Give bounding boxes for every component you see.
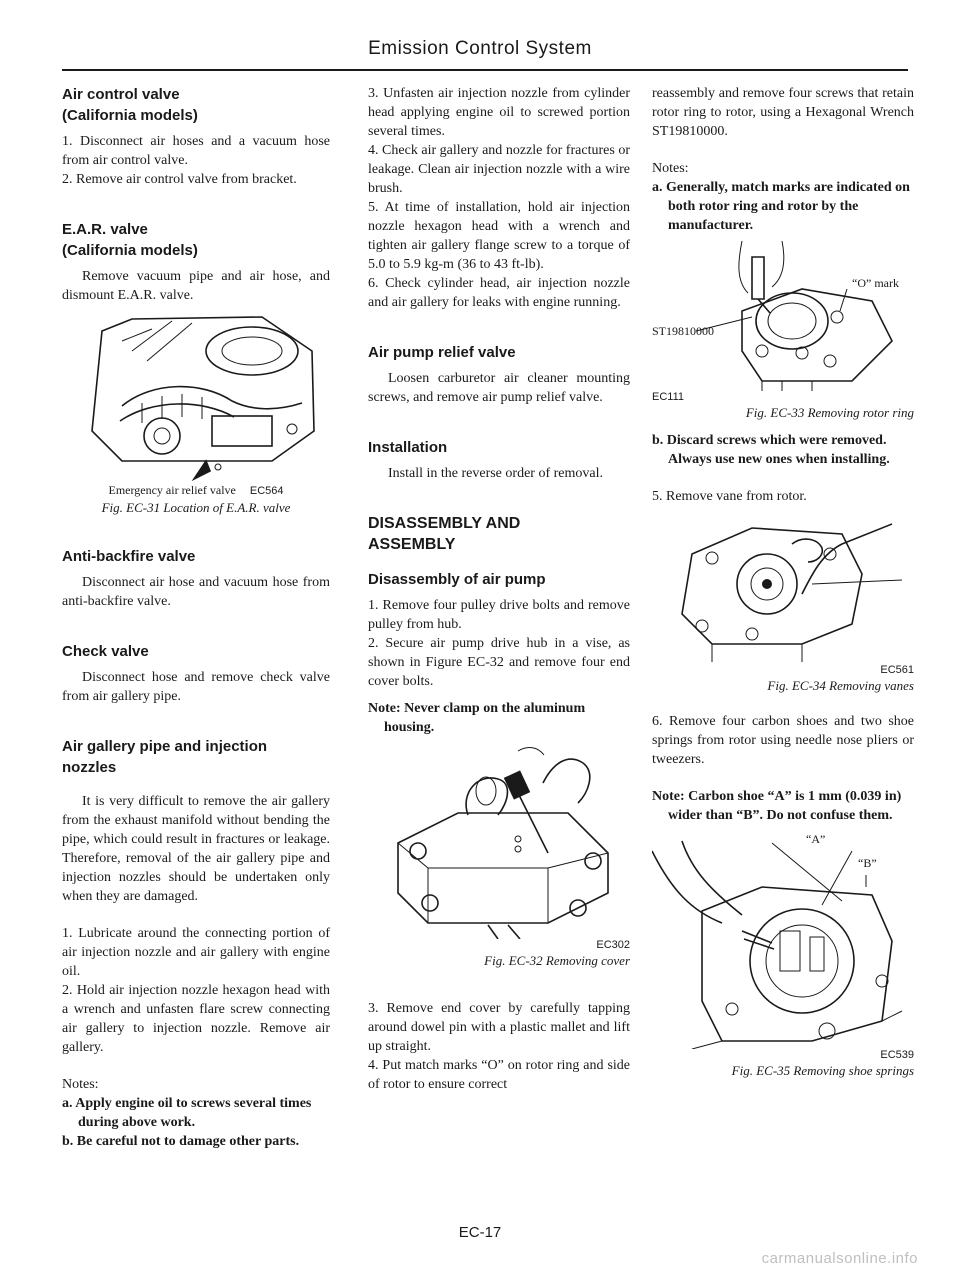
figure-code: EC561 xyxy=(880,664,914,676)
note-item: b. Be careful not to damage other parts. xyxy=(62,1134,300,1149)
figure-ec34 xyxy=(652,514,914,694)
body-text: Install in the reverse order of removal. xyxy=(388,466,603,481)
rotor-ring-illustration xyxy=(652,241,914,391)
figure-ec33 xyxy=(652,241,914,420)
section-title-installation: Installation xyxy=(368,439,448,456)
body-text: Disconnect air hose and vacuum hose from anti-backfire valve. xyxy=(62,575,330,609)
figure-caption: Fig. EC-33 Removing rotor ring xyxy=(745,405,914,420)
section-title-line: E.A.R. valve xyxy=(62,221,148,238)
section-title-ear-valve xyxy=(62,219,330,261)
column-right xyxy=(652,84,914,1079)
section-title-disassembly xyxy=(368,513,630,555)
section-title-check-valve: Check valve xyxy=(62,643,149,660)
figure-caption: Fig. EC-35 Removing shoe springs xyxy=(731,1063,914,1078)
step-text: 5. Remove vane from rotor. xyxy=(652,489,807,504)
figure-caption: Fig. EC-31 Location of E.A.R. valve xyxy=(101,500,291,515)
section-title-line: ASSEMBLY xyxy=(368,536,456,553)
step-text: 3. Remove end cover by carefully tapping around dowel pin with a plastic mallet and lift up straight. xyxy=(368,1001,630,1054)
note-item: Note: Never clamp on the aluminum housing. xyxy=(368,701,586,735)
note-item: b. Discard screws which were removed. Always use new ones when installing. xyxy=(652,433,890,467)
figure-code: EC539 xyxy=(880,1049,914,1061)
header-rule xyxy=(62,69,908,71)
step-text: 2. Remove air control valve from bracket. xyxy=(62,172,297,187)
step-text: 6. Remove four carbon shoes and two shoe springs from rotor using needle nose pliers or tweezers. xyxy=(652,714,914,767)
figure-caption: Fig. EC-34 Removing vanes xyxy=(767,678,914,693)
column-middle xyxy=(368,84,630,1094)
step-text: 2. Hold air injection nozzle hexagon head with a wrench and unfasten flare screw connecting air gallery to injection nozzle. Remove air gallery. xyxy=(62,983,330,1055)
watermark: carmanualsonline.info xyxy=(761,1250,918,1267)
engine-bay-illustration xyxy=(62,311,330,483)
body-text: It is very difficult to remove the air gallery from the exhaust manifold without bending the pipe, which could result in fractures or leakage. Therefore, removal of the air gallery pipe and injection nozzles should be undertaken only when they are damaged. xyxy=(62,794,330,904)
step-text: 1. Remove four pulley drive bolts and remove pulley from hub. xyxy=(368,598,630,632)
figure-code: EC111 xyxy=(652,391,685,403)
section-title-disassembly-pump: Disassembly of air pump xyxy=(368,571,546,588)
body-text: reassembly and remove four screws that retain rotor ring to rotor, using a Hexagonal Wrench ST19810000. xyxy=(652,86,914,139)
body-text: Remove vacuum pipe and air hose, and dismount E.A.R. valve. xyxy=(62,269,330,303)
step-text: 5. At time of installation, hold air injection nozzle hexagon head with a wrench and tighten air gallery flange screw to a torque of 5.0 to 5.9 kg-m (36 to 43 ft-lb). xyxy=(368,200,630,272)
note-item: a. Generally, match marks are indicated on both rotor ring and rotor by the manufacturer. xyxy=(652,180,910,233)
figure-caption: Fig. EC-32 Removing cover xyxy=(484,953,630,968)
page-number: EC-17 xyxy=(458,1224,502,1241)
section-title-anti-backfire: Anti-backfire valve xyxy=(62,548,196,565)
section-title-air-gallery xyxy=(62,736,330,778)
figure-ec35 xyxy=(652,831,914,1079)
figure-code: EC302 xyxy=(596,939,630,951)
step-text: 1. Lubricate around the connecting portion of air injection nozzle and air gallery with engine oil. xyxy=(62,926,330,979)
shoe-a-label: “A” xyxy=(806,832,826,846)
section-title-relief-valve: Air pump relief valve xyxy=(368,344,516,361)
section-title-line: Air control valve xyxy=(62,86,180,103)
figure-code: EC564 xyxy=(249,485,284,497)
step-text: 2. Secure air pump drive hub in a vise, as shown in Figure EC-32 and remove four end cover bolts. xyxy=(368,636,630,689)
section-title-line: (California models) xyxy=(62,242,198,259)
step-text: 6. Check cylinder head, air injection nozzle and air gallery for leaks with engine running. xyxy=(368,276,630,310)
figure-ec32 xyxy=(368,743,630,969)
body-text: Loosen carburetor air cleaner mounting screws, and remove air pump relief valve. xyxy=(368,371,630,405)
step-text: 4. Check air gallery and nozzle for fractures or leakage. Clean air injection nozzle with a wire brush. xyxy=(368,143,630,196)
vane-removal-illustration xyxy=(652,514,914,664)
mark-label: “O” mark xyxy=(852,276,899,290)
notes-title: Notes: xyxy=(62,1077,99,1092)
section-title-line: Air gallery pipe and injection xyxy=(62,738,268,755)
step-text: 1. Disconnect air hoses and a vacuum hose from air control valve. xyxy=(62,134,330,168)
section-title-air-control-valve xyxy=(62,84,330,126)
body-text: Disconnect hose and remove check valve from air gallery pipe. xyxy=(62,670,330,704)
figure-label: Emergency air relief valve xyxy=(108,483,236,497)
notes-title: Notes: xyxy=(652,161,689,176)
shoe-b-label: “B” xyxy=(858,856,877,870)
figure-ec31 xyxy=(62,311,330,516)
section-title-line: nozzles xyxy=(62,759,117,776)
section-title-line: (California models) xyxy=(62,107,198,124)
pump-cover-illustration xyxy=(368,743,630,939)
section-title-line: DISASSEMBLY AND xyxy=(368,515,521,532)
step-text: 4. Put match marks “O” on rotor ring and side of rotor to ensure correct xyxy=(368,1058,630,1092)
note-item: Note: Carbon shoe “A” is 1 mm (0.039 in) wider than “B”. Do not confuse them. xyxy=(652,789,902,823)
shoe-spring-illustration xyxy=(652,831,914,1049)
column-left xyxy=(62,84,330,1151)
tool-label: ST19810000 xyxy=(652,324,715,338)
note-item: a. Apply engine oil to screws several times during above work. xyxy=(62,1096,312,1130)
step-text: 3. Unfasten air injection nozzle from cylinder head applying engine oil to screwed portion several times. xyxy=(368,86,630,139)
page-header: Emission Control System xyxy=(368,38,592,59)
